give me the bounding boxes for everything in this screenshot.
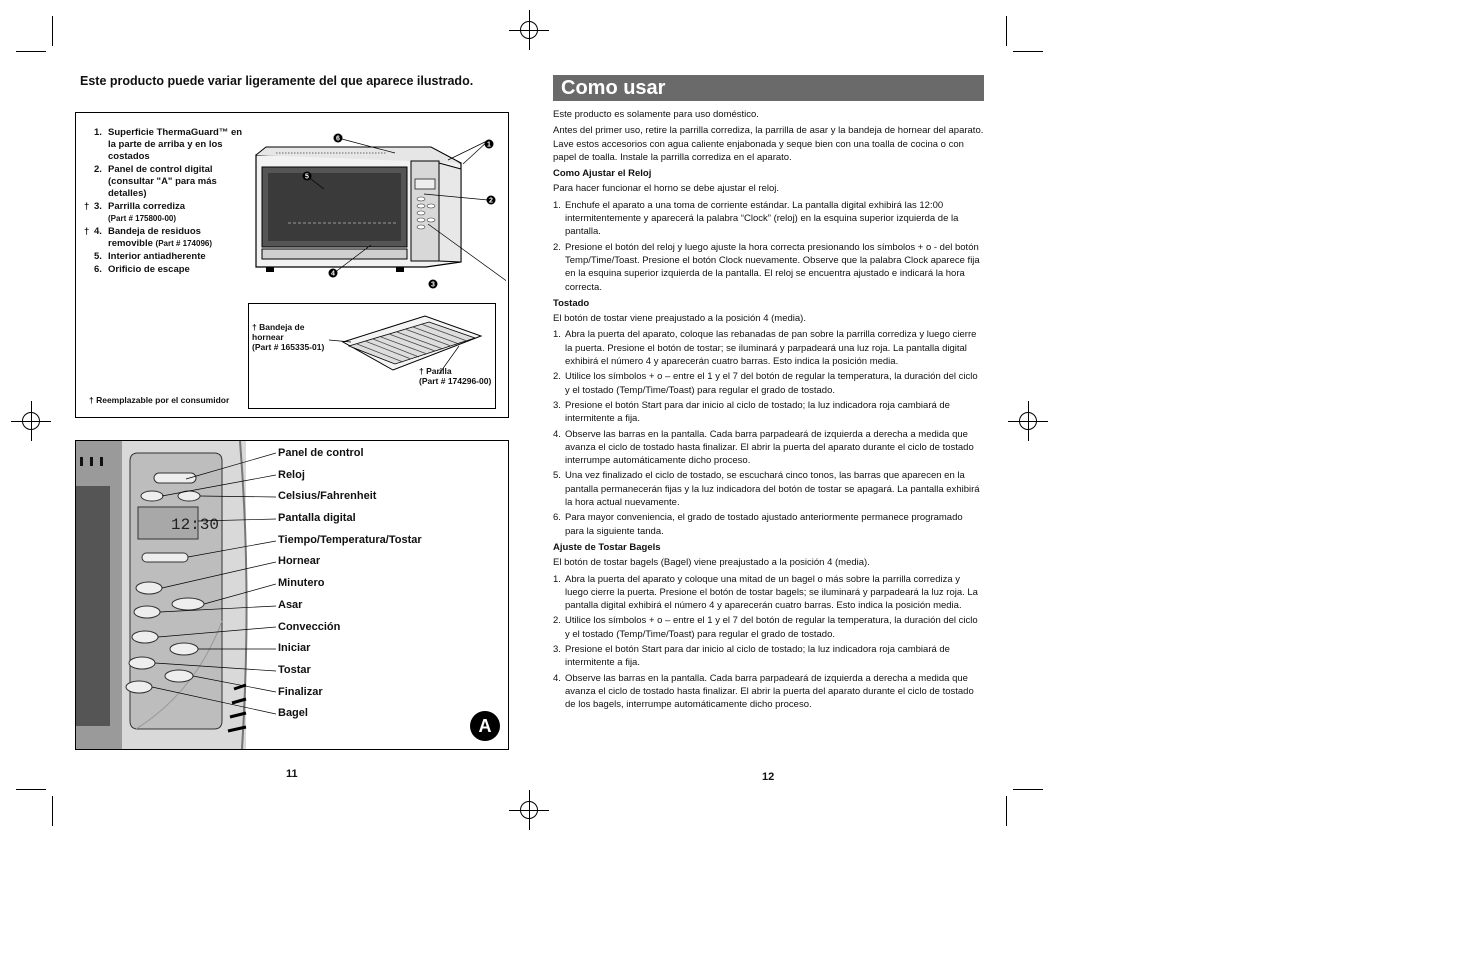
crop-mark [52,796,53,826]
steps-list [553,328,984,537]
steps-list [553,573,984,712]
crop-mark [52,16,53,46]
crop-mark [16,789,46,790]
label-clock: Reloj [278,468,305,481]
paragraph: Antes del primer uso, retire la parrilla corrediza, la parrilla de asar y la bandeja de hornear del aparato. Lave estos accesorios con agua caliente enjabonada y seque bien con una toalla de cocina o con papel de toalla. Instale la parrilla corrediza en el aparato. [553,125,984,163]
list-item: 5. Una vez finalizado el ciclo de tostado, se escuchará cinco tonos, las barras que aparecen en la pantalla permanecerán fijas y la luz indicadora del botón de tostar se apagará. La pantalla exhibirá la hora actual nuevamente. [553,470,980,509]
crop-mark [1013,51,1043,52]
list-item: 2. Utilice los símbolos + o – entre el 1 y el 7 del botón de regular la temperatura, la duración del ciclo y el tostado (Temp/Time/Toast) para regular el grado de tostado. [553,615,978,640]
callout-number: 2 [489,197,493,205]
list-item: 1. Abra la puerta del aparato y coloque una mitad de un bagel o más sobre la parrilla corrediza y luego cierre la puerta. Presione el botón de tostar bagels; se iluminará y parpadeará la luz roja. La pantalla digital exhibirá el número 4 y aparecerán cuatro barras. Esto indica la posición media. [553,573,978,612]
control-panel-labels [278,447,422,729]
list-item: 6. Para mayor conveniencia, el grado de tostado ajustado anteriormente permanece programado para la siguiente tanda. [553,512,963,537]
crop-mark [16,51,46,52]
label-convection: Convección [278,620,341,633]
broil-rack-label: † Parilla (Part # 174296-00) [419,366,492,386]
label-panel: Panel de control [278,447,364,459]
callout-number: 1 [487,141,491,149]
consumer-replaceable-note: † Reemplazable por el consumidor [89,395,230,405]
list-item: 6. Orificio de escape [94,264,190,275]
label-timer: Minutero [278,577,325,590]
label-broil: Asar [278,598,303,611]
callout-number: 5 [305,173,309,181]
label-toast: Tostar [278,663,311,676]
list-item: † 3. Parrilla corrediza (Part # 175800-00) [84,201,186,223]
list-item: 3. Presione el botón Start para dar inicio al ciclo de tostado; la luz indicadora roja cambiará de intermitente a fija. [553,643,950,669]
steps-list [553,199,984,294]
subheading: Tostado [553,297,590,309]
callout-number: 6 [336,135,340,143]
paragraph: Para hacer funcionar el horno se debe ajustar el reloj. [553,183,780,195]
label-bake: Hornear [278,555,321,568]
list-item: † 4. Bandeja de residuos removible (Part # 174096) [84,226,213,249]
list-item: 5. Interior antiadherente [94,251,206,262]
paragraph: Este producto es solamente para uso doméstico. [553,109,759,120]
registration-mark [517,798,541,822]
subheading: Ajuste de Tostar Bagels [553,541,661,553]
page-heading: Este producto puede variar ligeramente del que aparece ilustrado. [80,74,474,88]
crop-mark [1013,789,1043,790]
control-panel-illustration [76,441,276,749]
list-item: 2. Presione el botón del reloj y luego ajuste la hora correcta presionando los símbolos + o - del botón Temp/Time/Toast. Presione el botón Clock nuevamente. Observe que la palabra Clock aparece fija en la esquina superior izquierda de la pantalla. El reloj se encuentra ajustado e indicará la hora correcta. [553,241,980,293]
page-number: 11 [286,768,298,780]
control-panel-box [75,440,509,750]
registration-mark [517,18,541,42]
baking-tray-label: † Bandeja de hornear (Part # 165335-01) [252,322,325,352]
label-stop: Finalizar [278,685,323,698]
page-number: 12 [762,771,775,783]
svg-text:12:30: 12:30 [171,516,220,534]
callout-number: 4 [331,270,335,278]
list-item: 3. Presione el botón Start para dar inicio al ciclo de tostado; la luz indicadora roja cambiará de intermitente a fija. [553,399,950,425]
instructions [553,108,984,714]
list-item: 4. Observe las barras en la pantalla. Cada barra parpadeará de izquierda a derecha a medida que avanza el ciclo de tostado hasta finalizar. El abrir la puerta del aparato durante el ciclo de tostado de los bagels, interrumpe automáticamente dicho proceso. [553,672,974,711]
label-bagel: Bagel [278,707,308,720]
label-celsius-fahrenheit: Celsius/Fahrenheit [278,490,377,503]
list-item: 2. Utilice los símbolos + o – entre el 1 y el 7 del botón de regular la temperatura, la duración del ciclo y el tostado (Temp/Time/Toast) para regular el grado de tostado. [553,371,978,396]
list-item: 1. Abra la puerta del aparato, coloque las rebanadas de pan sobre la parrilla corrediza y luego cierre la puerta. Presione el botón de tostar; se iluminará y parpadeará una luz roja. La pantalla digital exhibirá el número 4 y aparecerán cuatro barras. Esto indica la posición media. [553,329,977,368]
figure-letter: A [470,711,500,741]
toaster-oven-illustration [216,127,506,297]
paragraph: El botón de tostar viene preajustado a la posición 4 (media). [553,313,806,325]
list-item: 2. Panel de control digital (consultar "A" para más detalles) [94,164,217,199]
registration-mark [19,409,43,433]
label-start: Iniciar [278,642,311,655]
list-item: 1. Superficie ThermaGuard™ en la parte de arriba y en los costados [94,127,243,162]
section-title: Como usar [553,75,984,101]
paragraph: El botón de tostar bagels (Bagel) viene preajustado a la posición 4 (media). [553,557,870,569]
callout-3 [428,278,440,290]
crop-mark [1006,796,1007,826]
svg-text:3: 3 [431,281,435,289]
list-item: 1. Enchufe el aparato a una toma de corriente estándar. La pantalla digital exhibirá las 12:00 intermitentemente y aparecerá la palabra “Clock” (reloj) en la esquina superior izquierda de la pantalla. [553,199,959,238]
accessories-inset [248,303,496,409]
subheading: Como Ajustar el Reloj [553,168,652,180]
parts-diagram-box [75,112,509,418]
label-time-temp-toast: Tiempo/Temperatura/Tostar [278,533,422,546]
label-digital-display: Pantalla digital [278,512,356,525]
registration-mark [1016,409,1040,433]
list-item: 4. Observe las barras en la pantalla. Cada barra parpadeará de izquierda a derecha a medida que avanza el ciclo de tostado hasta finalizar. El abrir la puerta del aparato durante el ciclo de tostado interrumpe automáticamente dicho proceso. [553,428,974,467]
crop-mark [1006,16,1007,46]
